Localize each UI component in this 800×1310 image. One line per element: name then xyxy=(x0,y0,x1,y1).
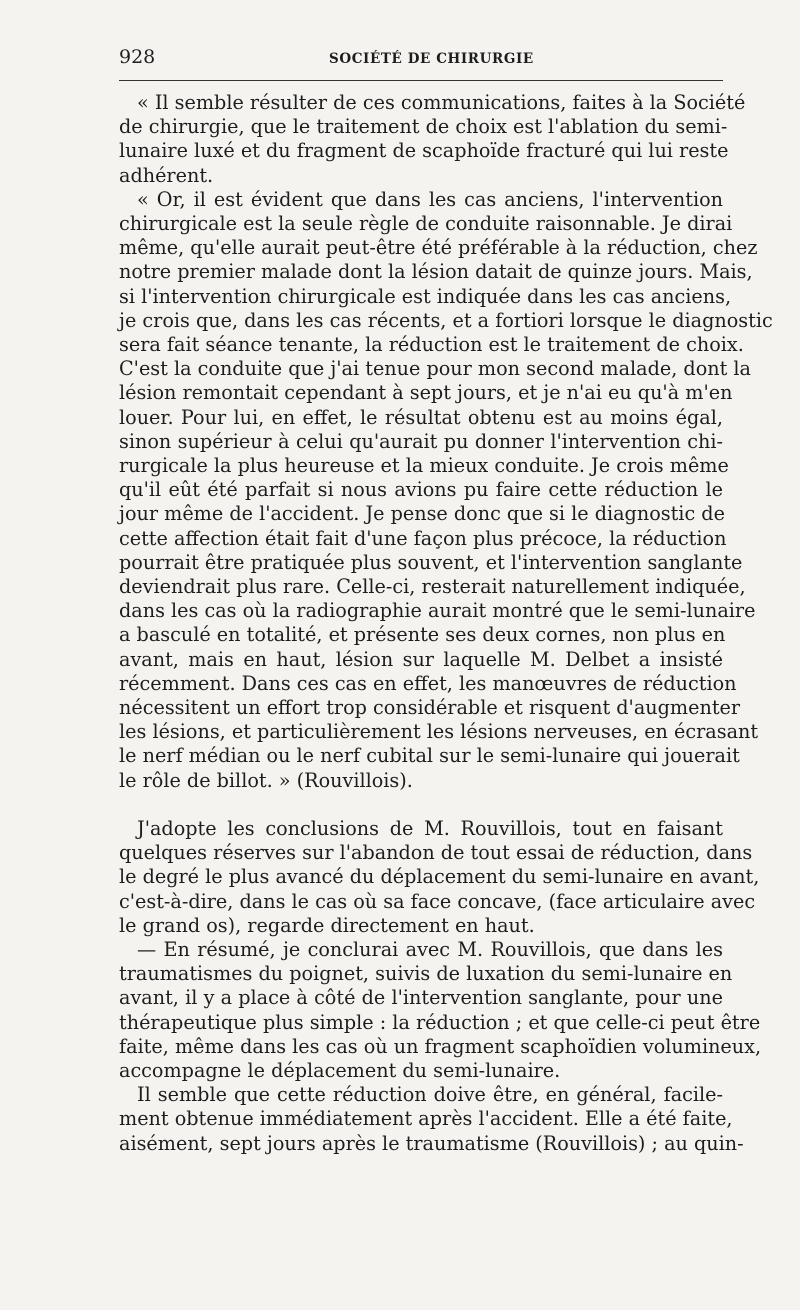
paragraph xyxy=(119,1083,744,1156)
text-line: accompagne le déplacement du semi-lunaire. xyxy=(119,1058,561,1082)
text-line: Il semble que cette réduction doive être, en général, facile- xyxy=(137,1083,723,1107)
text-line: — En résumé, je conclurai avec M. Rouvillois, que dans les xyxy=(137,937,723,961)
text-line: deviendrait plus rare. Celle-ci, resterait naturellement indiquée, xyxy=(119,575,746,599)
paragraph xyxy=(119,187,773,793)
text-line: sera fait séance tenante, la réduction est le traitement de choix. xyxy=(119,333,744,357)
text-line: C'est la conduite que j'ai tenue pour mon second malade, dont la xyxy=(119,357,751,381)
text-line: dans les cas où la radiographie aurait montré que le semi-lunaire xyxy=(119,599,756,623)
page-number: 928 xyxy=(119,46,156,68)
page xyxy=(119,46,773,1156)
text-line: si l'intervention chirurgicale est indiquée dans les cas anciens, xyxy=(119,284,732,308)
text-line: avant, il y a place à côté de l'intervention sanglante, pour une xyxy=(119,986,723,1010)
text-line: sinon supérieur à celui qu'aurait pu donner l'intervention chi- xyxy=(119,429,723,453)
text-line: thérapeutique plus simple : la réduction ; et que celle-ci peut être xyxy=(119,1010,761,1034)
text-line: traumatismes du poignet, suivis de luxation du semi-lunaire en xyxy=(119,962,733,986)
text-line: cette affection était fait d'une façon plus précoce, la réduction xyxy=(119,526,727,550)
text-line: je crois que, dans les cas récents, et a fortiori lorsque le diagnostic xyxy=(119,308,773,332)
paragraph xyxy=(119,937,762,1083)
text-line: récemment. Dans ces cas en effet, les manœuvres de réduction xyxy=(119,671,737,695)
text-line: ment obtenue immédiatement après l'accident. Elle a été faite, xyxy=(119,1107,733,1131)
text-line: « Or, il est évident que dans les cas anciens, l'intervention xyxy=(137,187,723,211)
text-line: J'adopte les conclusions de M. Rouvillois, tout en faisant xyxy=(137,816,723,840)
running-title: SOCIÉTÉ DE CHIRURGIE xyxy=(329,51,534,67)
body-text xyxy=(119,91,773,1156)
text-line: rurgicale la plus heureuse et la mieux conduite. Je crois même xyxy=(119,454,729,478)
text-line: pourrait être pratiquée plus souvent, et l'intervention sanglante xyxy=(119,550,743,574)
paragraph xyxy=(119,91,746,188)
text-line: de chirurgie, que le traitement de choix est l'ablation du semi- xyxy=(119,115,728,139)
text-line: adhérent. xyxy=(119,163,214,187)
text-line: le degré le plus avancé du déplacement du semi-lunaire en avant, xyxy=(119,865,760,889)
text-line: nécessitent un effort trop considérable et risquent d'augmenter xyxy=(119,696,741,720)
paragraph-gap xyxy=(119,793,723,817)
text-line: lunaire luxé et du fragment de scaphoïde fracturé qui lui reste xyxy=(119,139,729,163)
text-line: le grand os), regarde directement en haut. xyxy=(119,913,535,937)
text-line: jour même de l'accident. Je pense donc que si le diagnostic de xyxy=(119,502,725,526)
text-line: « Il semble résulter de ces communications, faites à la Société xyxy=(137,91,746,114)
text-line: avant, mais en haut, lésion sur laquelle M. Delbet a insisté xyxy=(119,647,723,671)
text-line: le nerf médian ou le nerf cubital sur le semi-lunaire qui jouerait xyxy=(119,744,740,768)
text-line: louer. Pour lui, en effet, le résultat obtenu est au moins égal, xyxy=(119,405,723,429)
running-header xyxy=(119,46,723,81)
text-line: aisément, sept jours après le traumatisme (Rouvillois) ; au quin- xyxy=(119,1131,744,1155)
text-line: lésion remontait cependant à sept jours, et je n'ai eu qu'à m'en xyxy=(119,381,733,405)
text-line: chirurgicale est la seule règle de conduite raisonnable. Je dirai xyxy=(119,212,733,236)
text-line: notre premier malade dont la lésion datait de quinze jours. Mais, xyxy=(119,260,753,284)
text-line: qu'il eût été parfait si nous avions pu faire cette réduction le xyxy=(119,478,723,502)
text-line: le rôle de billot. » (Rouvillois). xyxy=(119,768,413,792)
text-line: les lésions, et particulièrement les lésions nerveuses, en écrasant xyxy=(119,720,759,744)
text-line: même, qu'elle aurait peut-être été préférable à la réduction, chez xyxy=(119,236,758,260)
paragraph xyxy=(119,816,760,938)
text-line: c'est-à-dire, dans le cas où sa face concave, (face articulaire avec xyxy=(119,889,756,913)
text-line: quelques réserves sur l'abandon de tout essai de réduction, dans xyxy=(119,841,753,865)
text-line: a basculé en totalité, et présente ses deux cornes, non plus en xyxy=(119,623,726,647)
text-line: faite, même dans les cas où un fragment scaphoïdien volumineux, xyxy=(119,1034,762,1058)
